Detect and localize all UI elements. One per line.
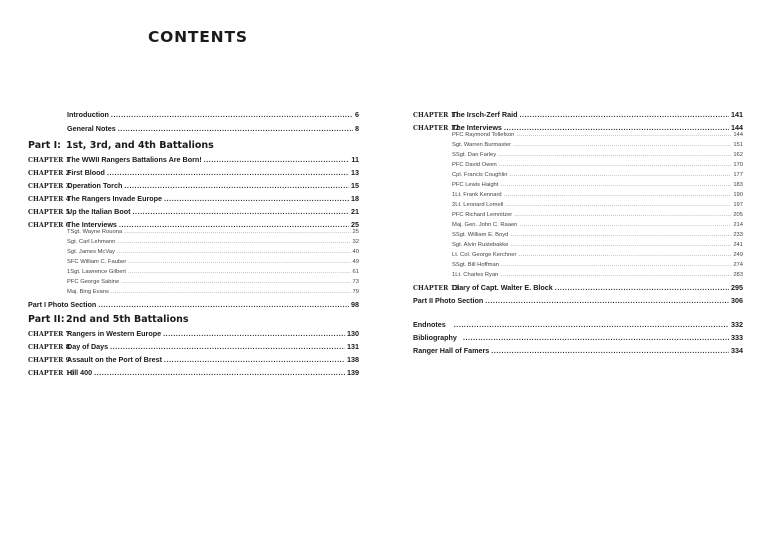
toc-entry-title: The WWII Rangers Battalions Are Born! <box>67 155 202 164</box>
toc-interview-entry[interactable] <box>67 259 359 265</box>
toc-interview-entry[interactable] <box>452 232 743 238</box>
toc-entry-title: Ranger Hall of Famers <box>413 346 490 355</box>
toc-interview-entry[interactable] <box>452 272 743 278</box>
leader-dots <box>98 302 349 309</box>
chapter-label: CHAPTER 9 <box>28 357 71 364</box>
chapter-label: CHAPTER 11 <box>413 112 460 119</box>
part-title: 1st, 3rd, and 4th Battalions <box>66 140 214 151</box>
chapter-label: CHAPTER 12 <box>413 125 460 132</box>
toc-entry-page: 25 <box>351 220 359 229</box>
toc-interview-entry[interactable] <box>67 279 359 285</box>
leader-dots <box>124 183 349 190</box>
interview-name: 2Lt. Leonard Lomell <box>452 202 504 208</box>
chapter-label: CHAPTER 10 <box>28 370 75 377</box>
interview-name: 1Lt. Charles Ryan <box>452 272 499 278</box>
toc-interview-entry[interactable] <box>67 239 359 245</box>
leader-dots <box>94 370 345 377</box>
leader-dots <box>118 126 353 133</box>
toc-chapter-2[interactable] <box>28 168 359 177</box>
leader-dots <box>164 196 349 203</box>
chapter-label: CHAPTER 3 <box>28 183 71 190</box>
toc-entry-page: 333 <box>731 333 743 342</box>
toc-interview-entry[interactable] <box>452 202 743 208</box>
toc-entry-page: 144 <box>733 132 743 138</box>
toc-chapter-13[interactable] <box>413 283 743 292</box>
toc-entry-page: 332 <box>731 320 743 329</box>
toc-entry-page: 98 <box>351 300 359 309</box>
toc-entry-page: 49 <box>352 259 359 265</box>
toc-entry-title: Bibliography <box>413 333 457 342</box>
toc-entry-title: Operation Torch <box>67 181 123 190</box>
toc-entry-page: 197 <box>733 202 743 208</box>
toc-chapter-3[interactable] <box>28 181 359 190</box>
interview-name: Lt. Col. George Kerchner <box>452 252 517 258</box>
toc-chapter-9[interactable] <box>28 355 359 364</box>
toc-chapter-6[interactable] <box>28 220 359 229</box>
toc-interview-entry[interactable] <box>67 249 359 255</box>
toc-entry-page: 306 <box>731 296 743 305</box>
interview-name: Maj. Bing Evans <box>67 289 109 295</box>
toc-entry-page: 162 <box>733 152 743 158</box>
leader-dots <box>500 182 731 188</box>
leader-dots <box>510 242 731 248</box>
toc-entry-part1-photo-section[interactable] <box>28 300 359 309</box>
toc-entry-page: 25 <box>352 229 359 235</box>
part-number: Part II: <box>28 314 65 325</box>
leader-dots <box>513 142 731 148</box>
chapter-label: CHAPTER 13 <box>413 285 460 292</box>
toc-entry-endnotes[interactable] <box>413 320 743 329</box>
toc-interview-entry[interactable] <box>452 172 743 178</box>
toc-chapter-12[interactable] <box>413 123 743 132</box>
chapter-label: CHAPTER 8 <box>28 344 71 351</box>
toc-entry-page: 8 <box>355 124 359 133</box>
toc-interview-entry[interactable] <box>452 262 743 268</box>
toc-entry-title: General Notes <box>67 124 116 133</box>
toc-interview-entry[interactable] <box>452 252 743 258</box>
toc-interview-entry[interactable] <box>452 192 743 198</box>
leader-dots <box>164 357 345 364</box>
toc-entry-ranger-hall-of-famers[interactable] <box>413 346 743 355</box>
leader-dots <box>110 344 345 351</box>
toc-entry-page: 141 <box>731 110 743 119</box>
chapter-label: CHAPTER 1 <box>28 157 71 164</box>
toc-entry-page: 61 <box>352 269 359 275</box>
leader-dots <box>520 112 730 119</box>
leader-dots <box>121 279 350 285</box>
toc-interview-entry[interactable] <box>67 269 359 275</box>
toc-interview-entry[interactable] <box>452 162 743 168</box>
interview-name: PFC George Sabine <box>67 279 120 285</box>
leader-dots <box>463 335 729 342</box>
toc-entry-page: 73 <box>352 279 359 285</box>
toc-entry-page: 205 <box>733 212 743 218</box>
part-heading-1 <box>28 140 214 151</box>
toc-entry-page: 249 <box>733 252 743 258</box>
toc-entry-title: Endnotes <box>413 320 446 329</box>
interview-name: PFC Raymond Tollefson <box>452 132 515 138</box>
toc-entry-page: 138 <box>347 355 359 364</box>
toc-entry-page: 151 <box>733 142 743 148</box>
interview-name: PFC Richard Lemnitzer <box>452 212 513 218</box>
toc-entry-page: 131 <box>347 342 359 351</box>
toc-entry-page: 241 <box>733 242 743 248</box>
toc-entry-page: 233 <box>733 232 743 238</box>
toc-entry-page: 170 <box>733 162 743 168</box>
toc-entry-title: Part I Photo Section <box>28 300 97 309</box>
toc-entry-page: 274 <box>733 262 743 268</box>
interview-name: Sgt. Alvin Rustebakke <box>452 242 509 248</box>
toc-entry-page: 130 <box>347 329 359 338</box>
toc-entry-part2-photo-section[interactable] <box>413 296 743 305</box>
toc-interview-entry[interactable] <box>452 142 743 148</box>
interview-name: PFC Lewis Haight <box>452 182 499 188</box>
interview-name: 1Sgt. Lawrence Gilbert <box>67 269 126 275</box>
toc-chapter-1[interactable] <box>28 155 359 164</box>
toc-interview-entry[interactable] <box>452 182 743 188</box>
interview-name: Sgt. Carl Lehmann <box>67 239 116 245</box>
interview-name: SFC William C. Fauber <box>67 259 127 265</box>
toc-entry-introduction[interactable] <box>67 110 359 119</box>
toc-entry-page: 283 <box>733 272 743 278</box>
leader-dots <box>504 125 729 132</box>
toc-entry-page: 214 <box>733 222 743 228</box>
toc-entry-bibliography[interactable] <box>413 333 743 342</box>
toc-entry-page: 40 <box>352 249 359 255</box>
toc-entry-title: First Blood <box>67 168 105 177</box>
toc-interview-entry[interactable] <box>452 212 743 218</box>
interview-name: SSgt. Bill Hoffman <box>452 262 499 268</box>
leader-dots <box>128 259 350 265</box>
leader-dots <box>119 222 349 229</box>
leader-dots <box>111 289 351 295</box>
leader-dots <box>111 112 353 119</box>
leader-dots <box>510 232 731 238</box>
toc-entry-page: 144 <box>731 123 743 132</box>
toc-entry-page: 6 <box>355 110 359 119</box>
leader-dots <box>519 222 731 228</box>
toc-entry-page: 11 <box>351 155 359 164</box>
interview-name: SSgt. Dan Farley <box>452 152 497 158</box>
interview-name: Maj. Gen. John C. Raaen <box>452 222 518 228</box>
toc-interview-entry[interactable] <box>452 152 743 158</box>
toc-entry-page: 18 <box>351 194 359 203</box>
leader-dots <box>501 262 731 268</box>
toc-chapter-7[interactable] <box>28 329 359 338</box>
toc-entry-title: The Rangers Invade Europe <box>67 194 163 203</box>
interview-name: SSgt. William E. Boyd <box>452 232 509 238</box>
toc-chapter-8[interactable] <box>28 342 359 351</box>
leader-dots <box>124 229 350 235</box>
part-title: 2nd and 5th Battalions <box>66 314 189 325</box>
toc-entry-title: Part II Photo Section <box>413 296 484 305</box>
leader-dots <box>107 170 349 177</box>
chapter-label: CHAPTER 4 <box>28 196 71 203</box>
toc-entry-title: Day of Days <box>67 342 109 351</box>
toc-entry-page: 295 <box>731 283 743 292</box>
toc-entry-title: Rangers in Western Europe <box>67 329 162 338</box>
leader-dots <box>555 285 729 292</box>
toc-interview-entry[interactable] <box>452 242 743 248</box>
toc-entry-general-notes[interactable] <box>67 124 359 133</box>
toc-chapter-11[interactable] <box>413 110 743 119</box>
leader-dots <box>518 252 731 258</box>
toc-entry-page: 139 <box>347 368 359 377</box>
leader-dots <box>509 172 731 178</box>
toc-entry-page: 183 <box>733 182 743 188</box>
toc-entry-page: 79 <box>352 289 359 295</box>
toc-entry-title: Diary of Capt. Walter E. Block <box>452 283 553 292</box>
toc-entry-title: The Interviews <box>452 123 502 132</box>
leader-dots <box>133 209 350 216</box>
toc-chapter-10[interactable] <box>28 368 359 377</box>
leader-dots <box>163 331 345 338</box>
leader-dots <box>128 269 351 275</box>
leader-dots <box>505 202 731 208</box>
chapter-label: CHAPTER 5 <box>28 209 71 216</box>
leader-dots <box>117 249 351 255</box>
toc-entry-page: 190 <box>733 192 743 198</box>
page-title: CONTENTS <box>148 28 248 46</box>
chapter-label: CHAPTER 7 <box>28 331 71 338</box>
toc-entry-page: 32 <box>352 239 359 245</box>
chapter-label: CHAPTER 6 <box>28 222 71 229</box>
toc-entry-title: Hill 400 <box>67 368 93 377</box>
toc-interview-entry[interactable] <box>452 222 743 228</box>
leader-dots <box>491 348 729 355</box>
toc-interview-entry[interactable] <box>452 132 743 138</box>
toc-entry-page: 13 <box>351 168 359 177</box>
toc-chapter-5[interactable] <box>28 207 359 216</box>
toc-entry-page: 177 <box>733 172 743 178</box>
interview-name: TSgt. Wayne Rouona <box>67 229 123 235</box>
toc-entry-title: The Interviews <box>67 220 117 229</box>
leader-dots <box>498 152 731 158</box>
toc-entry-title: Introduction <box>67 110 109 119</box>
part-number: Part I: <box>28 140 61 151</box>
leader-dots <box>514 212 731 218</box>
interview-name: PFC David Owen <box>452 162 497 168</box>
leader-dots <box>204 157 350 164</box>
leader-dots <box>485 298 729 305</box>
toc-entry-page: 334 <box>731 346 743 355</box>
toc-entry-title: Assault on the Port of Brest <box>67 355 163 364</box>
leader-dots <box>499 162 732 168</box>
toc-entry-page: 21 <box>351 207 359 216</box>
chapter-label: CHAPTER 2 <box>28 170 71 177</box>
leader-dots <box>504 192 732 198</box>
toc-entry-page: 15 <box>351 181 359 190</box>
interview-name: Sgt. Warren Burmaster <box>452 142 512 148</box>
leader-dots <box>454 322 729 329</box>
leader-dots <box>516 132 731 138</box>
toc-chapter-4[interactable] <box>28 194 359 203</box>
toc-interview-entry[interactable] <box>67 229 359 235</box>
toc-interview-entry[interactable] <box>67 289 359 295</box>
toc-entry-title: Up the Italian Boot <box>67 207 131 216</box>
interview-name: Sgt. James McVay <box>67 249 115 255</box>
leader-dots <box>500 272 731 278</box>
interview-name: 1Lt. Frank Kennard <box>452 192 502 198</box>
interview-name: Cpl. Francis Coughlin <box>452 172 508 178</box>
toc-entry-title: The Irsch-Zerf Raid <box>452 110 518 119</box>
part-heading-2 <box>28 314 189 325</box>
leader-dots <box>117 239 350 245</box>
